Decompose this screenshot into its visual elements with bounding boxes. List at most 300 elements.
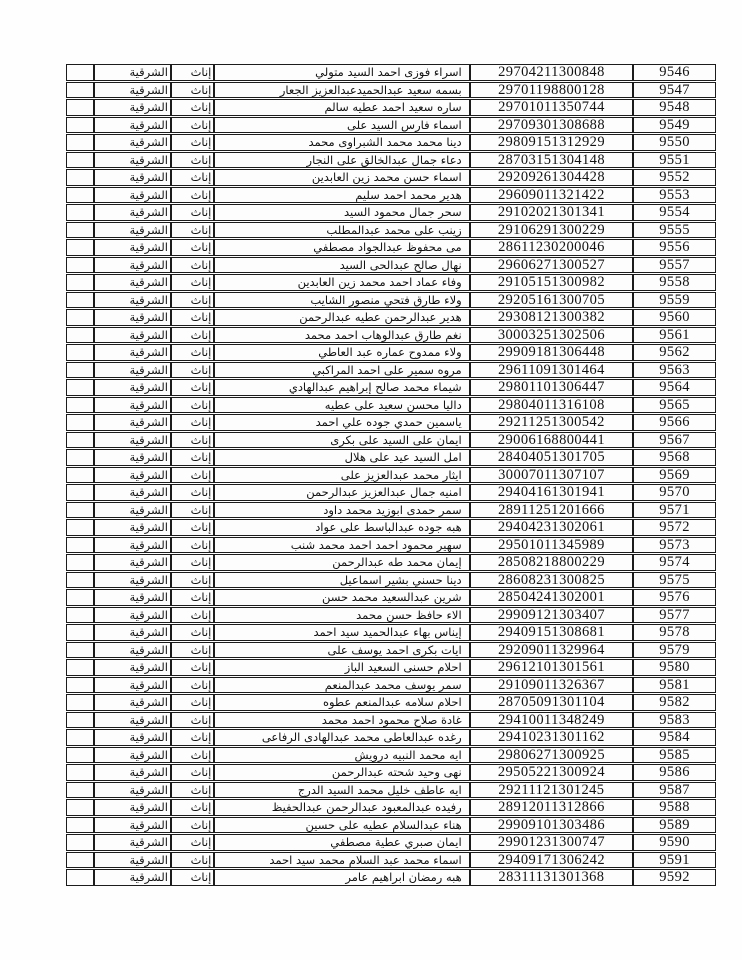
governorate-cell: الشرقية (94, 834, 171, 851)
serial-cell: 9559 (633, 292, 716, 309)
national-id-cell: 29606271300527 (470, 257, 634, 274)
gender-cell: إناث (171, 589, 214, 606)
national-id-cell: 29209011329964 (470, 642, 634, 659)
national-id-cell: 29404231302061 (470, 519, 634, 536)
national-id-cell: 29109011326367 (470, 677, 634, 694)
governorate-cell: الشرقية (94, 852, 171, 869)
national-id-cell: 29611091301464 (470, 362, 634, 379)
table-row (66, 729, 716, 746)
table-row (66, 64, 716, 81)
table-row (66, 344, 716, 361)
national-id-cell: 29404161301941 (470, 484, 634, 501)
serial-cell: 9549 (633, 117, 716, 134)
name-cell: ايه عاطف خليل محمد السيد الدرج (214, 782, 469, 799)
gender-cell: إناث (171, 537, 214, 554)
serial-cell: 9587 (633, 782, 716, 799)
national-id-cell: 29801101306447 (470, 379, 634, 396)
national-id-cell: 29709301308688 (470, 117, 634, 134)
empty-cell (66, 607, 94, 624)
national-id-cell: 29806271300925 (470, 747, 634, 764)
empty-cell (66, 572, 94, 589)
table-row (66, 222, 716, 239)
gender-cell: إناث (171, 292, 214, 309)
gender-cell: إناث (171, 642, 214, 659)
empty-cell (66, 134, 94, 151)
serial-cell: 9564 (633, 379, 716, 396)
national-id-cell: 29106291300229 (470, 222, 634, 239)
governorate-cell: الشرقية (94, 589, 171, 606)
serial-cell: 9563 (633, 362, 716, 379)
national-id-cell: 28311131301368 (470, 869, 634, 886)
governorate-cell: الشرقية (94, 677, 171, 694)
name-cell: نغم طارق عبدالوهاب احمد محمد (214, 327, 469, 344)
name-cell: نهى وحيد شحته عبدالرحمن (214, 764, 469, 781)
national-id-cell: 29501011345989 (470, 537, 634, 554)
name-cell: سمر حمدى ابوزيد محمد داود (214, 502, 469, 519)
gender-cell: إناث (171, 519, 214, 536)
empty-cell (66, 292, 94, 309)
empty-cell (66, 397, 94, 414)
empty-cell (66, 677, 94, 694)
serial-cell: 9572 (633, 519, 716, 536)
table-row (66, 327, 716, 344)
table-row (66, 82, 716, 99)
gender-cell: إناث (171, 309, 214, 326)
governorate-cell: الشرقية (94, 799, 171, 816)
governorate-cell: الشرقية (94, 327, 171, 344)
empty-cell (66, 204, 94, 221)
serial-cell: 9552 (633, 169, 716, 186)
governorate-cell: الشرقية (94, 432, 171, 449)
empty-cell (66, 659, 94, 676)
national-id-cell: 29205161300705 (470, 292, 634, 309)
national-id-cell: 29809151312929 (470, 134, 634, 151)
serial-cell: 9584 (633, 729, 716, 746)
empty-cell (66, 799, 94, 816)
national-id-cell: 28705091301104 (470, 694, 634, 711)
name-cell: ايثار محمد عبدالعزيز على (214, 467, 469, 484)
gender-cell: إناث (171, 852, 214, 869)
national-id-cell: 28608231300825 (470, 572, 634, 589)
gender-cell: إناث (171, 624, 214, 641)
national-id-cell: 29209261304428 (470, 169, 634, 186)
name-cell: دعاء جمال عبدالخالق على النجار (214, 152, 469, 169)
name-cell: ولاء ممدوح عماره عبد العاطي (214, 344, 469, 361)
serial-cell: 9585 (633, 747, 716, 764)
name-cell: وفاء عماد احمد محمد زين العابدين (214, 274, 469, 291)
national-id-cell: 28911251201666 (470, 502, 634, 519)
serial-cell: 9573 (633, 537, 716, 554)
name-cell: ايمان على السيد على بكرى (214, 432, 469, 449)
name-cell: امل السيد عيد على هلال (214, 449, 469, 466)
name-cell: بسمه سعيد عبدالحميدعبدالعزيز الجعار (214, 82, 469, 99)
gender-cell: إناث (171, 152, 214, 169)
name-cell: الاء حافظ حسن محمد (214, 607, 469, 624)
governorate-cell: الشرقية (94, 467, 171, 484)
empty-cell (66, 554, 94, 571)
table-row (66, 379, 716, 396)
governorate-cell: الشرقية (94, 362, 171, 379)
gender-cell: إناث (171, 274, 214, 291)
empty-cell (66, 782, 94, 799)
governorate-cell: الشرقية (94, 379, 171, 396)
gender-cell: إناث (171, 379, 214, 396)
gender-cell: إناث (171, 257, 214, 274)
table-row (66, 624, 716, 641)
gender-cell: إناث (171, 607, 214, 624)
name-cell: هناء عبدالسلام عطيه على حسين (214, 817, 469, 834)
serial-cell: 9555 (633, 222, 716, 239)
empty-cell (66, 344, 94, 361)
empty-cell (66, 817, 94, 834)
empty-cell (66, 449, 94, 466)
table-row (66, 764, 716, 781)
governorate-cell: الشرقية (94, 344, 171, 361)
empty-cell (66, 152, 94, 169)
gender-cell: إناث (171, 449, 214, 466)
national-id-cell: 28611230200046 (470, 239, 634, 256)
serial-cell: 9586 (633, 764, 716, 781)
gender-cell: إناث (171, 502, 214, 519)
name-cell: احلام سلامه عبدالمنعم عطوه (214, 694, 469, 711)
table-row (66, 309, 716, 326)
governorate-cell: الشرقية (94, 117, 171, 134)
gender-cell: إناث (171, 99, 214, 116)
name-cell: سمر يوسف محمد عبدالمنعم (214, 677, 469, 694)
gender-cell: إناث (171, 204, 214, 221)
national-id-cell: 29704211300848 (470, 64, 634, 81)
gender-cell: إناث (171, 187, 214, 204)
empty-cell (66, 362, 94, 379)
gender-cell: إناث (171, 659, 214, 676)
table-row (66, 694, 716, 711)
name-cell: رفيده عبدالمعبود عبدالرحمن عبدالحفيظ (214, 799, 469, 816)
serial-cell: 9562 (633, 344, 716, 361)
gender-cell: إناث (171, 239, 214, 256)
serial-cell: 9566 (633, 414, 716, 431)
national-id-cell: 28404051301705 (470, 449, 634, 466)
table-row (66, 799, 716, 816)
national-id-cell: 29505221300924 (470, 764, 634, 781)
empty-cell (66, 642, 94, 659)
governorate-cell: الشرقية (94, 239, 171, 256)
governorate-cell: الشرقية (94, 222, 171, 239)
governorate-cell: الشرقية (94, 99, 171, 116)
table-row (66, 187, 716, 204)
name-cell: اسراء فوزى احمد السيد متولي (214, 64, 469, 81)
governorate-cell: الشرقية (94, 817, 171, 834)
serial-cell: 9580 (633, 659, 716, 676)
empty-cell (66, 99, 94, 116)
national-id-cell: 28912011312866 (470, 799, 634, 816)
table-row (66, 292, 716, 309)
serial-cell: 9557 (633, 257, 716, 274)
national-id-cell: 28508218800229 (470, 554, 634, 571)
empty-cell (66, 484, 94, 501)
governorate-cell: الشرقية (94, 152, 171, 169)
name-cell: دينا محمد محمد الشبراوى محمد (214, 134, 469, 151)
table-row (66, 519, 716, 536)
table-row (66, 274, 716, 291)
governorate-cell: الشرقية (94, 397, 171, 414)
governorate-cell: الشرقية (94, 82, 171, 99)
name-cell: سحر جمال محمود السيد (214, 204, 469, 221)
serial-cell: 9553 (633, 187, 716, 204)
empty-cell (66, 117, 94, 134)
name-cell: ولاء طارق فتحي منصور الشايب (214, 292, 469, 309)
serial-cell: 9556 (633, 239, 716, 256)
serial-cell: 9551 (633, 152, 716, 169)
serial-cell: 9548 (633, 99, 716, 116)
gender-cell: إناث (171, 414, 214, 431)
name-cell: اسماء فارس السيد على (214, 117, 469, 134)
name-cell: هدير عبدالرحمن عطيه عبدالرحمن (214, 309, 469, 326)
empty-cell (66, 222, 94, 239)
table-row (66, 152, 716, 169)
national-id-cell: 29211121301245 (470, 782, 634, 799)
name-cell: ساره سعيد احمد عطيه سالم (214, 99, 469, 116)
governorate-cell: الشرقية (94, 204, 171, 221)
gender-cell: إناث (171, 764, 214, 781)
table-row (66, 712, 716, 729)
governorate-cell: الشرقية (94, 782, 171, 799)
national-id-cell: 29701198800128 (470, 82, 634, 99)
governorate-cell: الشرقية (94, 659, 171, 676)
name-cell: هدير محمد احمد سليم (214, 187, 469, 204)
governorate-cell: الشرقية (94, 519, 171, 536)
national-id-cell: 29901231300747 (470, 834, 634, 851)
empty-cell (66, 712, 94, 729)
gender-cell: إناث (171, 554, 214, 571)
table-row (66, 834, 716, 851)
national-id-cell: 29102021301341 (470, 204, 634, 221)
serial-cell: 9590 (633, 834, 716, 851)
table-row (66, 467, 716, 484)
name-cell: اسماء حسن محمد زين العابدين (214, 169, 469, 186)
governorate-cell: الشرقية (94, 607, 171, 624)
table-row (66, 572, 716, 589)
national-id-cell: 29410011348249 (470, 712, 634, 729)
gender-cell: إناث (171, 134, 214, 151)
governorate-cell: الشرقية (94, 64, 171, 81)
serial-cell: 9574 (633, 554, 716, 571)
governorate-cell: الشرقية (94, 169, 171, 186)
national-id-cell: 29409151308681 (470, 624, 634, 641)
serial-cell: 9565 (633, 397, 716, 414)
table-row (66, 607, 716, 624)
national-id-cell: 29909121303407 (470, 607, 634, 624)
empty-cell (66, 747, 94, 764)
table-row (66, 502, 716, 519)
gender-cell: إناث (171, 327, 214, 344)
empty-cell (66, 502, 94, 519)
empty-cell (66, 729, 94, 746)
national-id-cell: 29308121300382 (470, 309, 634, 326)
name-cell: احلام حسنى السعيد الباز (214, 659, 469, 676)
table-row (66, 449, 716, 466)
table-row (66, 257, 716, 274)
governorate-cell: الشرقية (94, 624, 171, 641)
serial-cell: 9568 (633, 449, 716, 466)
gender-cell: إناث (171, 869, 214, 886)
national-id-cell: 29410231301162 (470, 729, 634, 746)
empty-cell (66, 432, 94, 449)
gender-cell: إناث (171, 467, 214, 484)
serial-cell: 9567 (633, 432, 716, 449)
national-id-cell: 29701011350744 (470, 99, 634, 116)
name-cell: سهير محمود احمد احمد محمد شنب (214, 537, 469, 554)
national-id-cell: 29409171306242 (470, 852, 634, 869)
national-id-cell: 29804011316108 (470, 397, 634, 414)
serial-cell: 9576 (633, 589, 716, 606)
governorate-cell: الشرقية (94, 257, 171, 274)
table-row (66, 589, 716, 606)
serial-cell: 9581 (633, 677, 716, 694)
gender-cell: إناث (171, 782, 214, 799)
gender-cell: إناث (171, 834, 214, 851)
serial-cell: 9592 (633, 869, 716, 886)
table-row (66, 782, 716, 799)
empty-cell (66, 467, 94, 484)
national-id-cell: 29612101301561 (470, 659, 634, 676)
name-cell: إيمان محمد طه عبدالرحمن (214, 554, 469, 571)
empty-cell (66, 624, 94, 641)
serial-cell: 9591 (633, 852, 716, 869)
table-row (66, 554, 716, 571)
name-cell: زينب على محمد عبدالمطلب (214, 222, 469, 239)
national-id-cell: 30007011307107 (470, 467, 634, 484)
empty-cell (66, 64, 94, 81)
serial-cell: 9582 (633, 694, 716, 711)
name-cell: ايات بكرى احمد يوسف على (214, 642, 469, 659)
empty-cell (66, 169, 94, 186)
gender-cell: إناث (171, 799, 214, 816)
serial-cell: 9579 (633, 642, 716, 659)
governorate-cell: الشرقية (94, 309, 171, 326)
serial-cell: 9550 (633, 134, 716, 151)
empty-cell (66, 589, 94, 606)
governorate-cell: الشرقية (94, 484, 171, 501)
national-id-cell: 28703151304148 (470, 152, 634, 169)
gender-cell: إناث (171, 747, 214, 764)
gender-cell: إناث (171, 82, 214, 99)
gender-cell: إناث (171, 344, 214, 361)
gender-cell: إناث (171, 117, 214, 134)
national-id-cell: 29909101303486 (470, 817, 634, 834)
serial-cell: 9575 (633, 572, 716, 589)
name-cell: شيماء محمد صالح إبراهيم عبدالهادي (214, 379, 469, 396)
table-row (66, 484, 716, 501)
empty-cell (66, 239, 94, 256)
records-table (66, 63, 716, 887)
governorate-cell: الشرقية (94, 187, 171, 204)
name-cell: داليا محسن سعيد على عطيه (214, 397, 469, 414)
governorate-cell: الشرقية (94, 502, 171, 519)
name-cell: رغده عبدالعاطى محمد عبدالهادى الرفاعى (214, 729, 469, 746)
table-row (66, 99, 716, 116)
name-cell: دينا حسني بشير اسماعيل (214, 572, 469, 589)
governorate-cell: الشرقية (94, 572, 171, 589)
empty-cell (66, 537, 94, 554)
name-cell: مروه سمير على احمد المراكبي (214, 362, 469, 379)
governorate-cell: الشرقية (94, 729, 171, 746)
governorate-cell: الشرقية (94, 764, 171, 781)
governorate-cell: الشرقية (94, 134, 171, 151)
gender-cell: إناث (171, 484, 214, 501)
gender-cell: إناث (171, 677, 214, 694)
national-id-cell: 30003251302506 (470, 327, 634, 344)
gender-cell: إناث (171, 572, 214, 589)
empty-cell (66, 327, 94, 344)
name-cell: هبه رمضان ابراهيم عامر (214, 869, 469, 886)
empty-cell (66, 852, 94, 869)
gender-cell: إناث (171, 362, 214, 379)
national-id-cell: 29211251300542 (470, 414, 634, 431)
gender-cell: إناث (171, 729, 214, 746)
name-cell: ايه محمد النبيه درويش (214, 747, 469, 764)
table-row (66, 537, 716, 554)
name-cell: امنيه جمال عبدالعزيز عبدالرحمن (214, 484, 469, 501)
serial-cell: 9583 (633, 712, 716, 729)
serial-cell: 9570 (633, 484, 716, 501)
governorate-cell: الشرقية (94, 537, 171, 554)
governorate-cell: الشرقية (94, 274, 171, 291)
governorate-cell: الشرقية (94, 449, 171, 466)
empty-cell (66, 869, 94, 886)
name-cell: ياسمين حمدي جوده علي احمد (214, 414, 469, 431)
governorate-cell: الشرقية (94, 554, 171, 571)
serial-cell: 9560 (633, 309, 716, 326)
national-id-cell: 29006168800441 (470, 432, 634, 449)
empty-cell (66, 834, 94, 851)
serial-cell: 9589 (633, 817, 716, 834)
table-row (66, 852, 716, 869)
empty-cell (66, 187, 94, 204)
gender-cell: إناث (171, 694, 214, 711)
gender-cell: إناث (171, 432, 214, 449)
serial-cell: 9577 (633, 607, 716, 624)
name-cell: هبه جوده عبدالباسط على عواد (214, 519, 469, 536)
governorate-cell: الشرقية (94, 747, 171, 764)
table-row (66, 869, 716, 886)
governorate-cell: الشرقية (94, 292, 171, 309)
empty-cell (66, 274, 94, 291)
gender-cell: إناث (171, 169, 214, 186)
serial-cell: 9571 (633, 502, 716, 519)
serial-cell: 9547 (633, 82, 716, 99)
empty-cell (66, 309, 94, 326)
table-row (66, 432, 716, 449)
national-id-cell: 28504241302001 (470, 589, 634, 606)
serial-cell: 9588 (633, 799, 716, 816)
gender-cell: إناث (171, 397, 214, 414)
table-row (66, 642, 716, 659)
name-cell: شرين عبدالسعيد محمد حسن (214, 589, 469, 606)
empty-cell (66, 257, 94, 274)
serial-cell: 9561 (633, 327, 716, 344)
serial-cell: 9554 (633, 204, 716, 221)
national-id-cell: 29105151300982 (470, 274, 634, 291)
table-row (66, 117, 716, 134)
records-table-container (66, 63, 716, 887)
table-row (66, 239, 716, 256)
name-cell: اسماء محمد عبد السلام محمد سيد احمد (214, 852, 469, 869)
table-row (66, 414, 716, 431)
table-row (66, 362, 716, 379)
gender-cell: إناث (171, 64, 214, 81)
table-row (66, 134, 716, 151)
table-row (66, 397, 716, 414)
